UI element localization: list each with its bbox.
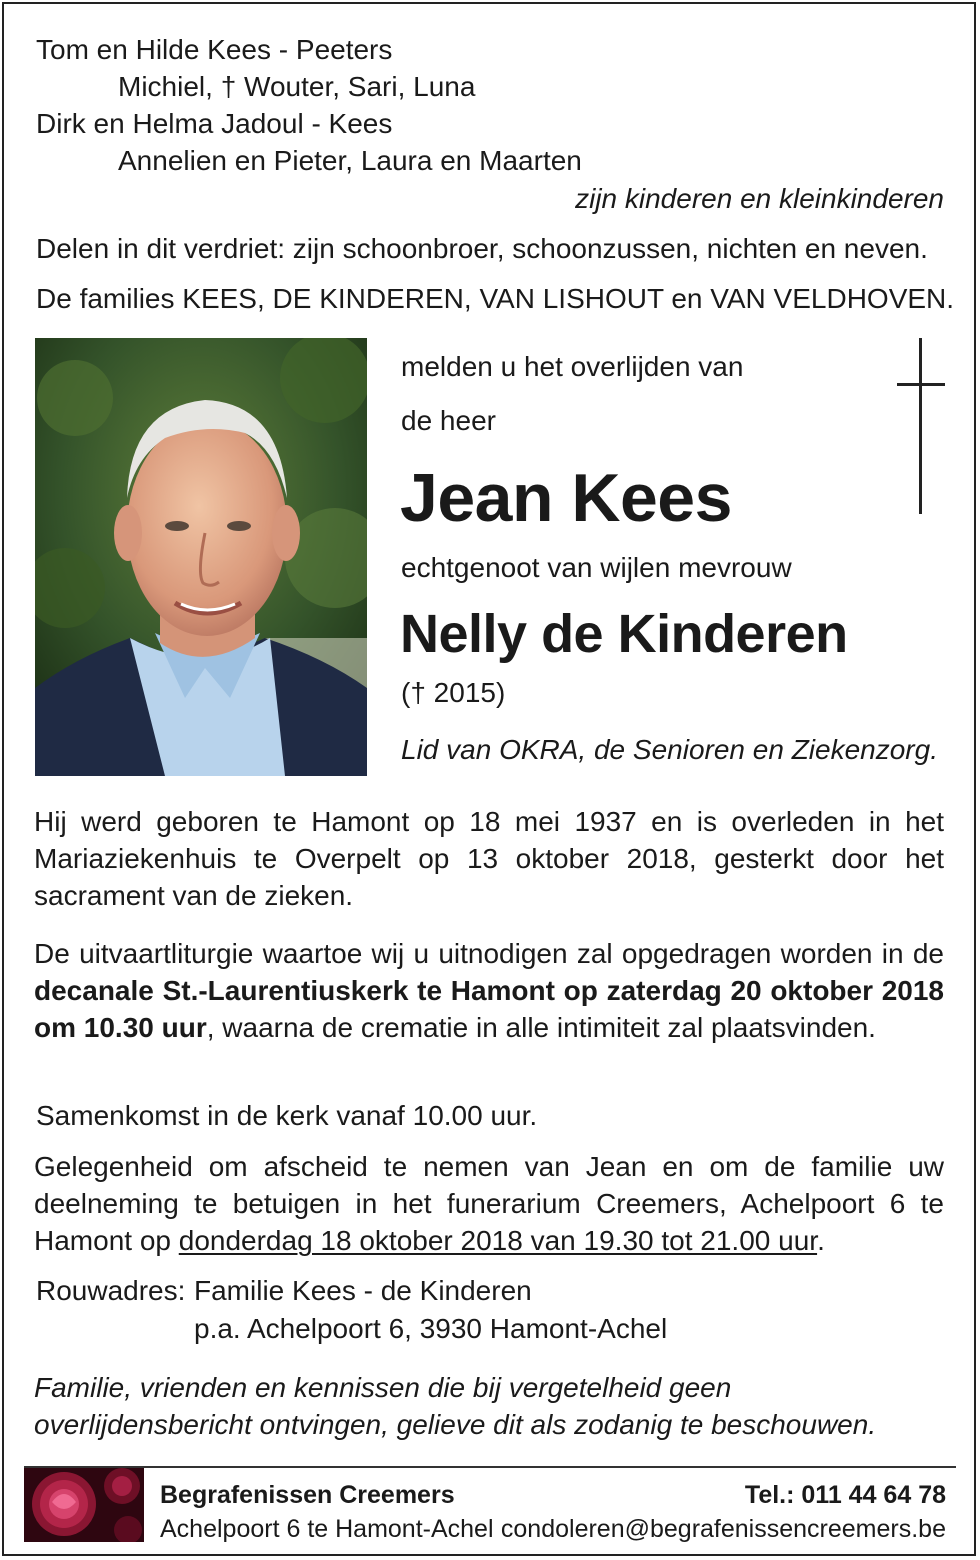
farewell-paragraph — [34, 1148, 944, 1259]
funeral-home-phone[interactable]: Tel.: 011 44 64 78 — [744, 1481, 946, 1509]
farewell-text-post: . — [817, 1225, 825, 1256]
deceased-name: Jean Kees — [400, 460, 732, 536]
rose-image — [24, 1468, 144, 1542]
family-line-1: Tom en Hilde Kees - Peeters — [36, 34, 393, 65]
liturgy-text-post: , waarna de crematie in alle intimiteit zal plaatsvinden. — [206, 1012, 876, 1043]
family-line-2: Michiel, † Wouter, Sari, Luna — [118, 71, 476, 102]
cross-bar — [897, 383, 945, 386]
funeral-home-email[interactable]: condoleren@begrafenissencreemers.be — [500, 1515, 946, 1543]
address-line-1: Familie Kees - de Kinderen — [194, 1275, 532, 1306]
liturgy-text-pre: De uitvaartliturgie waartoe wij u uitnodigen zal opgedragen worden in de — [34, 938, 944, 969]
share-line: Delen in dit verdriet: zijn schoonbroer, schoonzussen, nichten en neven. — [36, 233, 928, 264]
funeral-home-name: Begrafenissen Creemers — [160, 1481, 455, 1509]
membership: Lid van OKRA, de Senioren en Ziekenzorg. — [401, 734, 938, 765]
liturgy-paragraph — [34, 935, 944, 1046]
portrait-icon — [35, 338, 367, 776]
spouse-name: Nelly de Kinderen — [400, 604, 848, 664]
farewell-text-pre: Gelegenheid om afscheid te nemen van Jean en om de familie uw deelneming te betuigen in het funerarium Creemers, Achelpoort 6 te Hamont op — [34, 1151, 944, 1256]
address-label: Rouwadres: — [36, 1275, 186, 1306]
spouse-death: († 2015) — [401, 677, 506, 708]
spouse-intro: echtgenoot van wijlen mevrouw — [401, 552, 792, 583]
liturgy-location-date: decanale St.-Laurentiuskerk te Hamont op zaterdag 20 oktober 2018 om 10.30 uur — [34, 975, 944, 1043]
funeral-home-address: Achelpoort 6 te Hamont-Achel — [160, 1515, 494, 1543]
family-caption: zijn kinderen en kleinkinderen — [575, 183, 944, 214]
family-line-3: Dirk en Helma Jadoul - Kees — [36, 108, 393, 139]
gathering-line: Samenkomst in de kerk vanaf 10.00 uur. — [36, 1100, 538, 1131]
address-line-2: p.a. Achelpoort 6, 3930 Hamont-Achel — [194, 1313, 668, 1344]
families-line: De families KEES, DE KINDEREN, VAN LISHOUT en VAN VELDHOVEN. — [36, 283, 955, 314]
cross-icon — [919, 338, 922, 514]
birth-paragraph: Hij werd geboren te Hamont op 18 mei 1937 en is overleden in het Mariaziekenhuis te Overpelt op 13 oktober 2018, gesterkt door het sacrament van de zieken. — [34, 806, 944, 911]
farewell-date: donderdag 18 oktober 2018 van 19.30 tot 21.00 uur — [178, 1225, 818, 1256]
announcement-intro: melden u het overlijden van — [401, 351, 744, 382]
rose-icon — [24, 1468, 144, 1542]
portrait-photo — [35, 338, 367, 776]
footer-divider — [24, 1466, 956, 1468]
closing-note: Familie, vrienden en kennissen die bij vergetelheid geen overlijdensbericht ontvingen, gelieve dit als zodanig te beschouwen. — [34, 1372, 877, 1440]
family-line-4: Annelien en Pieter, Laura en Maarten — [118, 145, 582, 176]
announcement-title: de heer — [401, 405, 496, 436]
